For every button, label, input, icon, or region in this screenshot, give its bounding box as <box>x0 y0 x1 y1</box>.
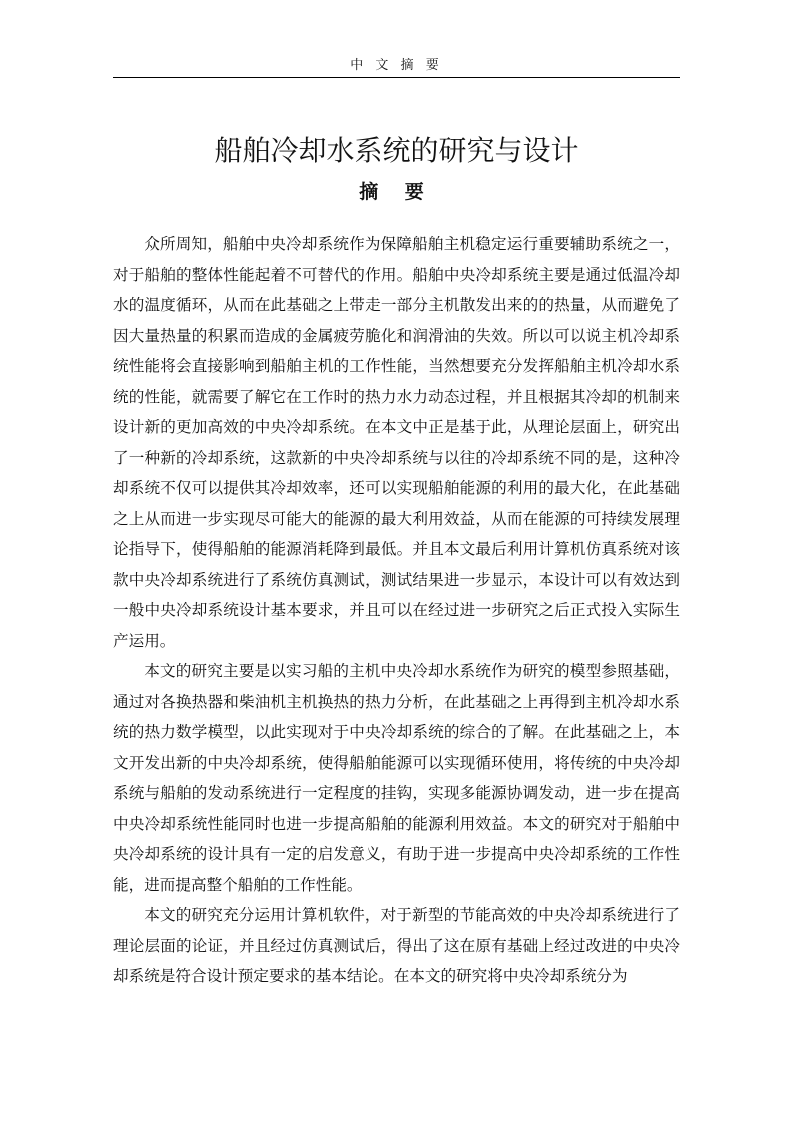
abstract-heading: 摘 要 <box>359 181 434 203</box>
running-header: 中 文 摘 要 <box>350 58 443 73</box>
abstract-body <box>113 229 680 992</box>
abstract-paragraph-2: 本文的研究主要是以实习船的主机中央冷却水系统作为研究的模型参照基础，通过对各换热器和柴油机主机换热的热力分析，在此基础之上再得到主机冷却水系统的热力数学模型，以此实现对于中央冷却系统的综合的了解。在此基础之上，本文开发出新的中央冷却系统，使得船舶能源可以实现循环使用，将传统的中央冷却系统与船舶的发动系统进行一定程度的挂钩，实现多能源协调发动，进一步在提高中央冷却系统性能同时也进一步提高船舶的能源利用效益。本文的研究对于船舶中央冷却系统的设计具有一定的启发意义，有助于进一步提高中央冷却系统的工作性能，进而提高整个船舶的工作性能。 <box>113 662 680 894</box>
header-divider <box>113 77 680 78</box>
page-title: 船舶冷却水系统的研究与设计 <box>214 133 579 167</box>
abstract-paragraph-3: 本文的研究充分运用计算机软件，对于新型的节能高效的中央冷却系统进行了理论层面的论证，并且经过仿真测试后，得出了这在原有基础上经过改进的中央冷却系统是符合设计预定要求的基本结论。在本文的研究将中央冷却系统分为 <box>113 906 680 985</box>
abstract-paragraph-1: 众所周知，船舶中央冷却系统作为保障船舶主机稳定运行重要辅助系统之一，对于船舶的整体性能起着不可替代的作用。船舶中央冷却系统主要是通过低温冷却水的温度循环，从而在此基础之上带走一部分主机散发出来的的热量，从而避免了因大量热量的积累而造成的金属疲劳脆化和润滑油的失效。所以可以说主机冷却系统性能将会直接影响到船舶主机的工作性能，当然想要充分发挥船舶主机冷却水系统的性能，就需要了解它在工作时的热力水力动态过程，并且根据其冷却的机制来设计新的更加高效的中央冷却系统。在本文中正是基于此，从理论层面上，研究出了一种新的冷却系统，这款新的中央冷却系统与以往的冷却系统不同的是，这种冷却系统不仅可以提供其冷却效率，还可以实现船舶能源的利用的最大化，在此基础之上从而进一步实现尽可能大的能源的最大利用效益，从而在能源的可持续发展理论指导下，使得船舶的能源消耗降到最低。并且本文最后利用计算机仿真系统对该款中央冷却系统进行了系统仿真测试，测试结果进一步显示，本设计可以有效达到一般中央冷却系统设计基本要求，并且可以在经过进一步研究之后正式投入实际生产运用。 <box>113 235 680 650</box>
